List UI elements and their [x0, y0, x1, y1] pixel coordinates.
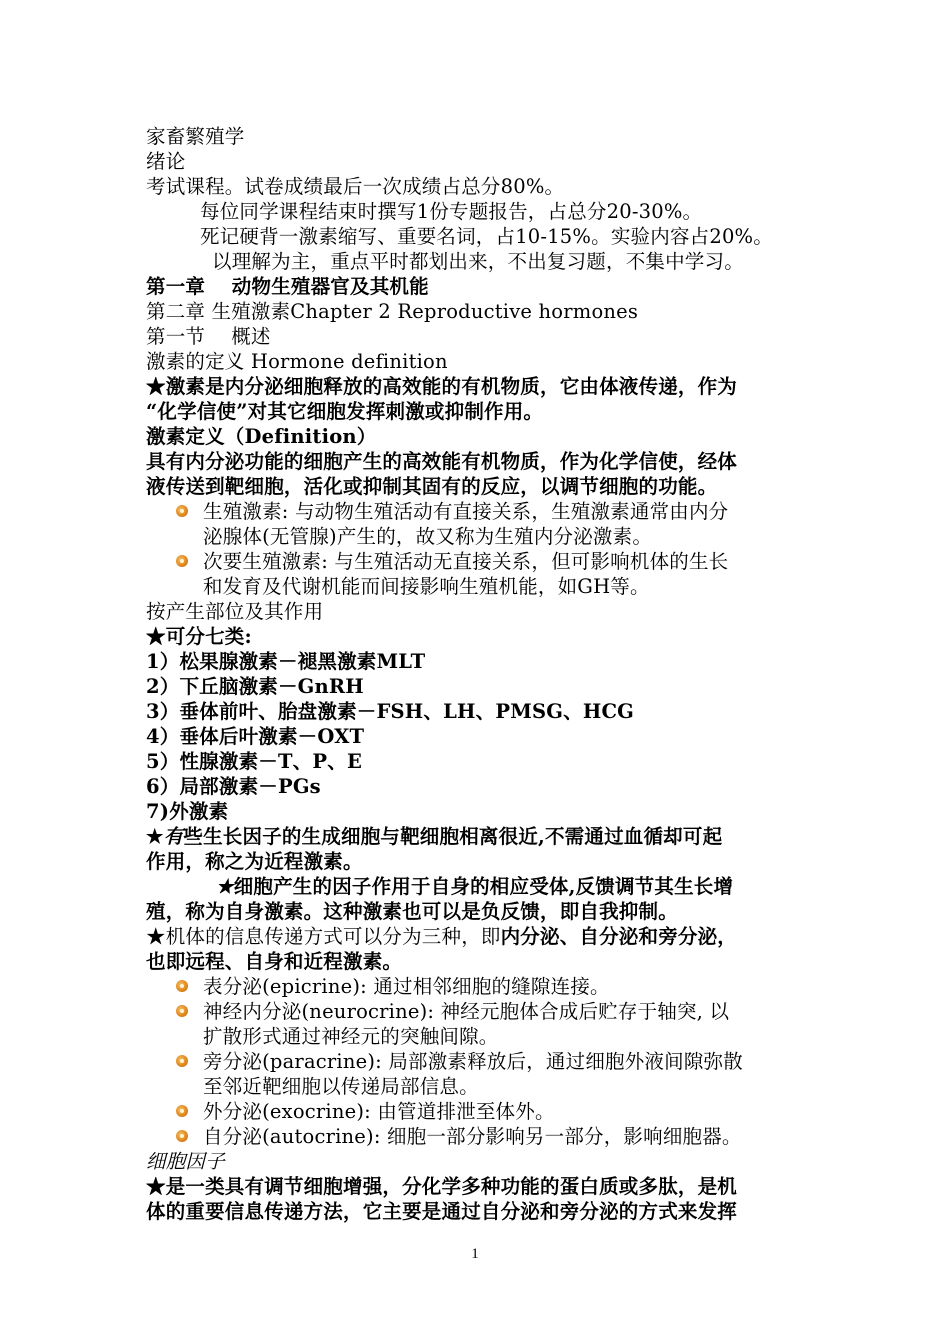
list-item: 次要生殖激素: 与生殖活动无直接关系，但可影响机体的生长	[203, 550, 729, 573]
text-line: 也即远程、自身和近程激素。	[146, 950, 403, 973]
section-heading: 绪论	[146, 150, 186, 173]
list-item: 生殖激素: 与动物生殖活动有直接关系，生殖激素通常由内分	[203, 500, 729, 523]
text-line: 体的重要信息传递方法，它主要是通过自分泌和旁分泌的方式来发挥	[146, 1200, 738, 1223]
text-line	[146, 824, 722, 849]
list-item: 表分泌(epicrine): 通过相邻细胞的缝隙连接。	[203, 975, 610, 998]
text-line: ★激素是内分泌细胞释放的高效能的有机物质，它由体液传递，作为	[146, 375, 738, 398]
text-line: 以理解为主，重点平时都划出来，不出复习题，不集中学习。	[212, 250, 744, 273]
list-item: 5）性腺激素－T、P、E	[146, 750, 363, 773]
list-item: 至邻近靶细胞以传递局部信息。	[203, 1075, 479, 1098]
text-fragment: 些生长因子的生成细胞与靶细胞相离很近,不需通过血循却可起	[183, 825, 723, 848]
page-number: 1	[471, 1246, 479, 1262]
chapter-heading: 第一章 动物生殖器官及其机能	[146, 275, 429, 298]
text-line: 殖，称为自身激素。这种激素也可以是负反馈，即自我抑制。	[146, 900, 678, 923]
text-line: 具有内分泌功能的细胞产生的高效能有机物质，作为化学信使，经体	[146, 450, 738, 473]
list-item: 6）局部激素－PGs	[146, 775, 321, 798]
text-line: 按产生部位及其作用	[146, 600, 324, 623]
orange-circle-bullet-icon	[176, 1105, 188, 1117]
orange-circle-bullet-icon	[176, 555, 188, 567]
text-line: ★可分七类:	[146, 625, 252, 648]
text-fragment: 内分泌、自分泌和旁分泌，	[500, 925, 738, 948]
list-item: 神经内分泌(neurocrine): 神经元胞体合成后贮存于轴突, 以	[203, 1000, 730, 1023]
list-item: 泌腺体(无管腺)产生的，故又称为生殖内分泌激素。	[203, 525, 653, 548]
star-glyph: ★	[146, 825, 164, 848]
list-item: 4）垂体后叶激素－OXT	[146, 725, 365, 748]
section-heading: 细胞因子	[146, 1150, 225, 1173]
text-line: “化学信使”对其它细胞发挥刺激或抑制作用。	[146, 400, 544, 423]
list-item: 1）松果腺激素－褪黑激素MLT	[146, 650, 426, 673]
list-item: 旁分泌(paracrine): 局部激素释放后，通过细胞外液间隙弥散	[203, 1050, 743, 1073]
list-item: 7)外激素	[146, 800, 229, 823]
text-line: ★是一类具有调节细胞增强，分化学多种功能的蛋白质或多肽，是机	[146, 1175, 738, 1198]
list-item: 2）下丘脑激素－GnRH	[146, 675, 364, 698]
list-item: 和发育及代谢机能而间接影响生殖机能，如GH等。	[203, 575, 650, 598]
text-line: 作用，称之为近程激素。	[146, 850, 363, 873]
orange-circle-bullet-icon	[176, 1055, 188, 1067]
orange-circle-bullet-icon	[176, 980, 188, 992]
doc-title: 家畜繁殖学	[146, 125, 245, 148]
text-line	[146, 924, 737, 949]
list-item: 外分泌(exocrine): 由管道排泄至体外。	[203, 1100, 555, 1123]
text-line: 液传送到靶细胞，活化或抑制其固有的反应，以调节细胞的功能。	[146, 475, 718, 498]
chapter-heading: 第二章 生殖激素Chapter 2 Reproductive hormones	[146, 300, 639, 323]
star-glyph: ★	[216, 875, 234, 898]
text-fragment: ★机体的信息传递方式可以分为三种，即	[146, 925, 501, 948]
text-fragment: 细胞产生的因子作用于自身的相应受体,反馈调节其生长增	[233, 875, 734, 898]
text-line: 考试课程。试卷成绩最后一次成绩占总分80%。	[146, 175, 565, 198]
orange-circle-bullet-icon	[176, 505, 188, 517]
text-line: 每位同学课程结束时撰写1份专题报告，占总分20-30%。	[200, 200, 703, 223]
text-line: 激素的定义 Hormone definition	[146, 350, 448, 373]
text-line: 死记硬背一激素缩写、重要名词，占10-15%。实验内容占20%。	[200, 225, 773, 248]
text-fragment: 有	[163, 825, 184, 848]
text-line: 激素定义（Definition）	[146, 425, 377, 448]
section-heading: 第一节 概述	[146, 325, 271, 348]
list-item: 3）垂体前叶、胎盘激素－FSH、LH、PMSG、HCG	[146, 700, 635, 723]
list-item: 自分泌(autocrine): 细胞一部分影响另一部分，影响细胞器。	[203, 1125, 742, 1148]
orange-circle-bullet-icon	[176, 1005, 188, 1017]
list-item: 扩散形式通过神经元的突触间隙。	[203, 1025, 499, 1048]
text-line	[216, 874, 733, 899]
orange-circle-bullet-icon	[176, 1130, 188, 1142]
